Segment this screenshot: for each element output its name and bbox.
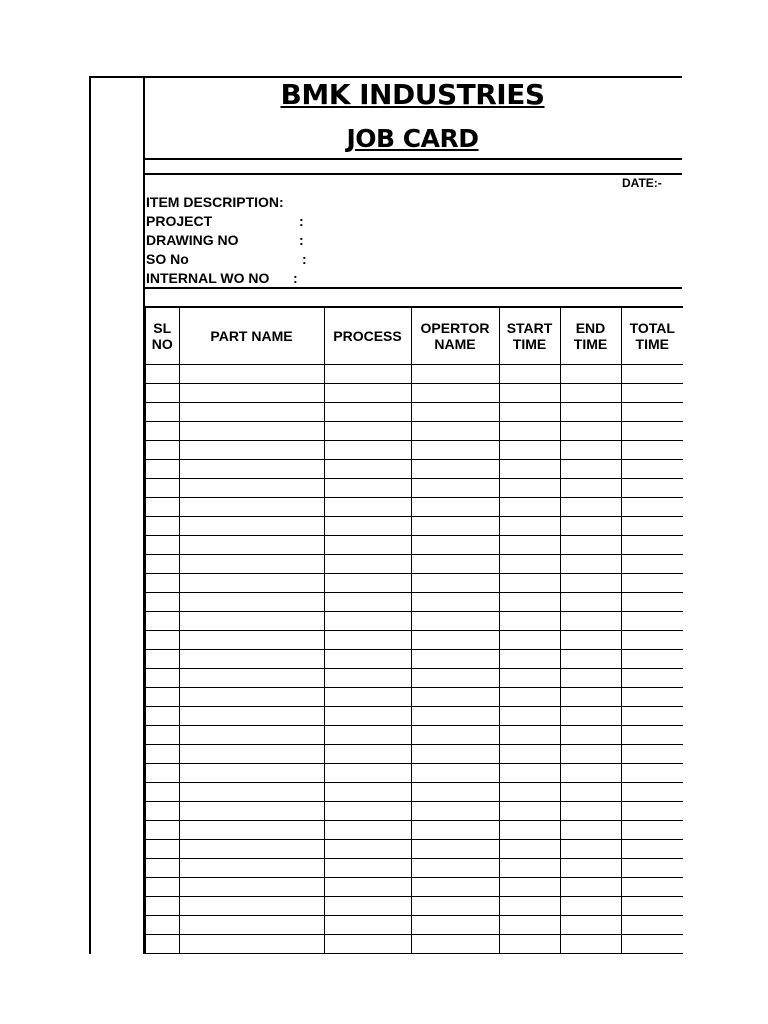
- table-cell: [145, 384, 179, 403]
- table-row: [145, 422, 683, 441]
- table-row: [145, 688, 683, 707]
- header-operator-name: OPERTOR NAME: [411, 307, 499, 365]
- table-cell: [179, 631, 324, 650]
- table-cell: [324, 536, 411, 555]
- table-cell: [411, 403, 499, 422]
- table-cell: [179, 574, 324, 593]
- table-cell: [411, 783, 499, 802]
- table-cell: [179, 783, 324, 802]
- table-row: [145, 726, 683, 745]
- table-cell: [560, 650, 621, 669]
- table-cell: [560, 688, 621, 707]
- table-cell: [560, 935, 621, 954]
- table-cell: [499, 555, 560, 574]
- table-cell: [411, 859, 499, 878]
- table-cell: [621, 764, 683, 783]
- table-cell: [621, 840, 683, 859]
- table-cell: [621, 726, 683, 745]
- table-cell: [499, 859, 560, 878]
- table-row: [145, 859, 683, 878]
- table-cell: [621, 783, 683, 802]
- table-cell: [499, 764, 560, 783]
- table-cell: [560, 764, 621, 783]
- table-row: [145, 536, 683, 555]
- table-cell: [411, 935, 499, 954]
- table-cell: [324, 916, 411, 935]
- table-cell: [621, 422, 683, 441]
- table-cell: [179, 403, 324, 422]
- table-cell: [145, 612, 179, 631]
- table-cell: [560, 631, 621, 650]
- table-cell: [560, 422, 621, 441]
- left-margin-line: [89, 76, 91, 954]
- table-cell: [145, 422, 179, 441]
- table-row: [145, 916, 683, 935]
- table-cell: [179, 612, 324, 631]
- table-cell: [179, 897, 324, 916]
- table-cell: [324, 441, 411, 460]
- table-cell: [179, 916, 324, 935]
- table-row: [145, 365, 683, 384]
- table-row: [145, 650, 683, 669]
- table-cell: [499, 840, 560, 859]
- table-cell: [560, 479, 621, 498]
- table-cell: [560, 802, 621, 821]
- table-row: [145, 821, 683, 840]
- table-row: [145, 612, 683, 631]
- table-cell: [560, 745, 621, 764]
- table-cell: [499, 707, 560, 726]
- table-cell: [324, 460, 411, 479]
- table-cell: [145, 764, 179, 783]
- table-row: [145, 745, 683, 764]
- table-cell: [324, 859, 411, 878]
- table-cell: [145, 631, 179, 650]
- table-row: [145, 574, 683, 593]
- table-cell: [411, 574, 499, 593]
- table-cell: [324, 745, 411, 764]
- top-margin-line: [89, 76, 145, 78]
- table-cell: [411, 593, 499, 612]
- header-process: PROCESS: [324, 307, 411, 365]
- table-cell: [324, 726, 411, 745]
- field-internal-wo-no-colon: :: [293, 270, 298, 286]
- table-cell: [145, 878, 179, 897]
- table-cell: [324, 878, 411, 897]
- table-cell: [621, 859, 683, 878]
- table-cell: [621, 384, 683, 403]
- table-cell: [621, 745, 683, 764]
- table-cell: [145, 498, 179, 517]
- table-cell: [621, 517, 683, 536]
- table-cell: [179, 707, 324, 726]
- table-cell: [324, 840, 411, 859]
- table-cell: [324, 688, 411, 707]
- field-internal-wo-no: INTERNAL WO NO: [146, 270, 270, 286]
- table-cell: [145, 536, 179, 555]
- table-cell: [560, 669, 621, 688]
- table-cell: [499, 916, 560, 935]
- table-cell: [324, 897, 411, 916]
- table-cell: [324, 422, 411, 441]
- table-cell: [179, 422, 324, 441]
- table-row: [145, 384, 683, 403]
- header-sl-no: SL NO: [145, 307, 179, 365]
- table-cell: [411, 631, 499, 650]
- table-cell: [621, 688, 683, 707]
- table-cell: [145, 365, 179, 384]
- table-row: [145, 707, 683, 726]
- table-cell: [145, 745, 179, 764]
- table-cell: [560, 498, 621, 517]
- table-cell: [560, 555, 621, 574]
- table-cell: [411, 707, 499, 726]
- table-cell: [621, 669, 683, 688]
- table-cell: [179, 688, 324, 707]
- table-cell: [179, 498, 324, 517]
- table-cell: [145, 555, 179, 574]
- table-cell: [621, 460, 683, 479]
- field-project-colon: :: [299, 213, 304, 229]
- table-cell: [179, 859, 324, 878]
- table-cell: [411, 821, 499, 840]
- table-row: [145, 479, 683, 498]
- company-name: BMK INDUSTRIES: [280, 78, 545, 111]
- table-cell: [411, 897, 499, 916]
- table-cell: [145, 935, 179, 954]
- table-cell: [411, 479, 499, 498]
- job-card-table: [144, 306, 683, 954]
- table-cell: [324, 821, 411, 840]
- table-cell: [499, 631, 560, 650]
- table-cell: [411, 688, 499, 707]
- table-cell: [324, 764, 411, 783]
- header-part-name: PART NAME: [179, 307, 324, 365]
- table-row: [145, 593, 683, 612]
- document-title: JOB CARD: [346, 124, 479, 153]
- table-cell: [145, 821, 179, 840]
- table-cell: [560, 859, 621, 878]
- table-cell: [179, 460, 324, 479]
- table-cell: [560, 574, 621, 593]
- table-cell: [560, 517, 621, 536]
- table-cell: [179, 726, 324, 745]
- field-drawing-no-colon: :: [299, 232, 304, 248]
- table-cell: [324, 631, 411, 650]
- table-cell: [411, 745, 499, 764]
- table-cell: [621, 403, 683, 422]
- table-row: [145, 802, 683, 821]
- table-cell: [621, 612, 683, 631]
- table-cell: [499, 479, 560, 498]
- table-cell: [179, 840, 324, 859]
- table-cell: [499, 612, 560, 631]
- table-header-row: [145, 307, 683, 365]
- table-cell: [560, 593, 621, 612]
- table-cell: [411, 498, 499, 517]
- table-row: [145, 764, 683, 783]
- table-cell: [560, 726, 621, 745]
- table-cell: [324, 707, 411, 726]
- table-cell: [145, 859, 179, 878]
- table-row: [145, 517, 683, 536]
- table-cell: [499, 821, 560, 840]
- table-cell: [324, 669, 411, 688]
- field-so-no: SO No: [146, 251, 189, 267]
- table-cell: [324, 783, 411, 802]
- table-cell: [411, 555, 499, 574]
- table-cell: [411, 650, 499, 669]
- table-cell: [179, 745, 324, 764]
- table-cell: [621, 821, 683, 840]
- table-cell: [621, 536, 683, 555]
- table-row: [145, 897, 683, 916]
- table-cell: [560, 783, 621, 802]
- table-cell: [499, 365, 560, 384]
- table-row: [145, 460, 683, 479]
- table-row: [145, 555, 683, 574]
- table-cell: [499, 536, 560, 555]
- table-cell: [560, 897, 621, 916]
- table-cell: [411, 460, 499, 479]
- table-cell: [179, 878, 324, 897]
- table-cell: [621, 916, 683, 935]
- field-item-description: ITEM DESCRIPTION:: [146, 194, 284, 210]
- table-cell: [145, 707, 179, 726]
- table-cell: [324, 365, 411, 384]
- table-cell: [560, 612, 621, 631]
- table-cell: [145, 403, 179, 422]
- table-cell: [411, 840, 499, 859]
- table-cell: [324, 802, 411, 821]
- table-cell: [560, 536, 621, 555]
- table-row: [145, 935, 683, 954]
- table-cell: [621, 650, 683, 669]
- table-cell: [499, 650, 560, 669]
- table-cell: [411, 669, 499, 688]
- table-cell: [324, 612, 411, 631]
- table-cell: [179, 536, 324, 555]
- table-body: [145, 365, 683, 954]
- table-cell: [324, 479, 411, 498]
- table-cell: [145, 441, 179, 460]
- table-cell: [621, 574, 683, 593]
- table-cell: [621, 707, 683, 726]
- header-end-time: END TIME: [560, 307, 621, 365]
- table-cell: [179, 441, 324, 460]
- table-cell: [179, 669, 324, 688]
- table-row: [145, 669, 683, 688]
- table-cell: [324, 498, 411, 517]
- table-cell: [411, 726, 499, 745]
- table-cell: [621, 441, 683, 460]
- table-row: [145, 878, 683, 897]
- table-row: [145, 840, 683, 859]
- table-cell: [145, 726, 179, 745]
- table-cell: [324, 384, 411, 403]
- table-cell: [179, 517, 324, 536]
- table-cell: [411, 612, 499, 631]
- table-cell: [145, 916, 179, 935]
- table-cell: [179, 802, 324, 821]
- table-row: [145, 631, 683, 650]
- table-cell: [179, 593, 324, 612]
- table-cell: [560, 840, 621, 859]
- table-cell: [324, 574, 411, 593]
- table-cell: [621, 878, 683, 897]
- table-cell: [621, 631, 683, 650]
- table-cell: [621, 802, 683, 821]
- table-cell: [499, 498, 560, 517]
- field-project: PROJECT: [146, 213, 213, 229]
- table-cell: [179, 555, 324, 574]
- table-cell: [179, 365, 324, 384]
- table-cell: [411, 365, 499, 384]
- table-cell: [324, 403, 411, 422]
- table-cell: [145, 650, 179, 669]
- field-so-no-colon: :: [302, 251, 307, 267]
- table-cell: [499, 688, 560, 707]
- table-cell: [145, 593, 179, 612]
- table-cell: [411, 764, 499, 783]
- table-cell: [411, 422, 499, 441]
- table-cell: [499, 517, 560, 536]
- table-cell: [179, 384, 324, 403]
- table-cell: [560, 821, 621, 840]
- table-cell: [621, 555, 683, 574]
- table-cell: [499, 574, 560, 593]
- field-drawing-no: DRAWING NO: [146, 232, 239, 248]
- table-cell: [560, 403, 621, 422]
- table-cell: [499, 878, 560, 897]
- table-cell: [324, 935, 411, 954]
- table-cell: [145, 688, 179, 707]
- table-cell: [621, 365, 683, 384]
- table-cell: [560, 460, 621, 479]
- table-cell: [560, 916, 621, 935]
- table-cell: [499, 384, 560, 403]
- date-label: DATE:-: [622, 176, 662, 190]
- table-cell: [499, 460, 560, 479]
- table-cell: [179, 479, 324, 498]
- table-cell: [499, 441, 560, 460]
- table-cell: [145, 669, 179, 688]
- table-cell: [621, 935, 683, 954]
- table-cell: [145, 517, 179, 536]
- table-cell: [324, 517, 411, 536]
- table-cell: [324, 593, 411, 612]
- header-start-time: START TIME: [499, 307, 560, 365]
- table-row: [145, 498, 683, 517]
- table-cell: [145, 840, 179, 859]
- table-cell: [411, 802, 499, 821]
- table-cell: [499, 897, 560, 916]
- table-cell: [145, 802, 179, 821]
- table-cell: [179, 821, 324, 840]
- table-cell: [560, 384, 621, 403]
- table-cell: [499, 669, 560, 688]
- table-cell: [499, 935, 560, 954]
- table-cell: [179, 650, 324, 669]
- table-cell: [621, 498, 683, 517]
- table-cell: [411, 536, 499, 555]
- table-cell: [560, 365, 621, 384]
- table-cell: [411, 441, 499, 460]
- header-total-time: TOTAL TIME: [621, 307, 683, 365]
- table-cell: [621, 897, 683, 916]
- table-cell: [411, 878, 499, 897]
- table-cell: [145, 479, 179, 498]
- table-cell: [324, 555, 411, 574]
- table-cell: [411, 384, 499, 403]
- table-cell: [499, 403, 560, 422]
- table-cell: [499, 745, 560, 764]
- table-cell: [145, 574, 179, 593]
- table-cell: [621, 593, 683, 612]
- table-cell: [560, 707, 621, 726]
- table-cell: [324, 650, 411, 669]
- table-cell: [499, 802, 560, 821]
- table-row: [145, 403, 683, 422]
- table-cell: [411, 916, 499, 935]
- table-cell: [499, 783, 560, 802]
- table-cell: [179, 935, 324, 954]
- table-cell: [499, 422, 560, 441]
- table-cell: [411, 517, 499, 536]
- table-cell: [179, 764, 324, 783]
- table-cell: [499, 593, 560, 612]
- table-row: [145, 783, 683, 802]
- table-row: [145, 441, 683, 460]
- table-cell: [145, 783, 179, 802]
- table-cell: [499, 726, 560, 745]
- table-cell: [621, 479, 683, 498]
- table-cell: [145, 897, 179, 916]
- table-cell: [145, 460, 179, 479]
- table-cell: [560, 441, 621, 460]
- table-cell: [560, 878, 621, 897]
